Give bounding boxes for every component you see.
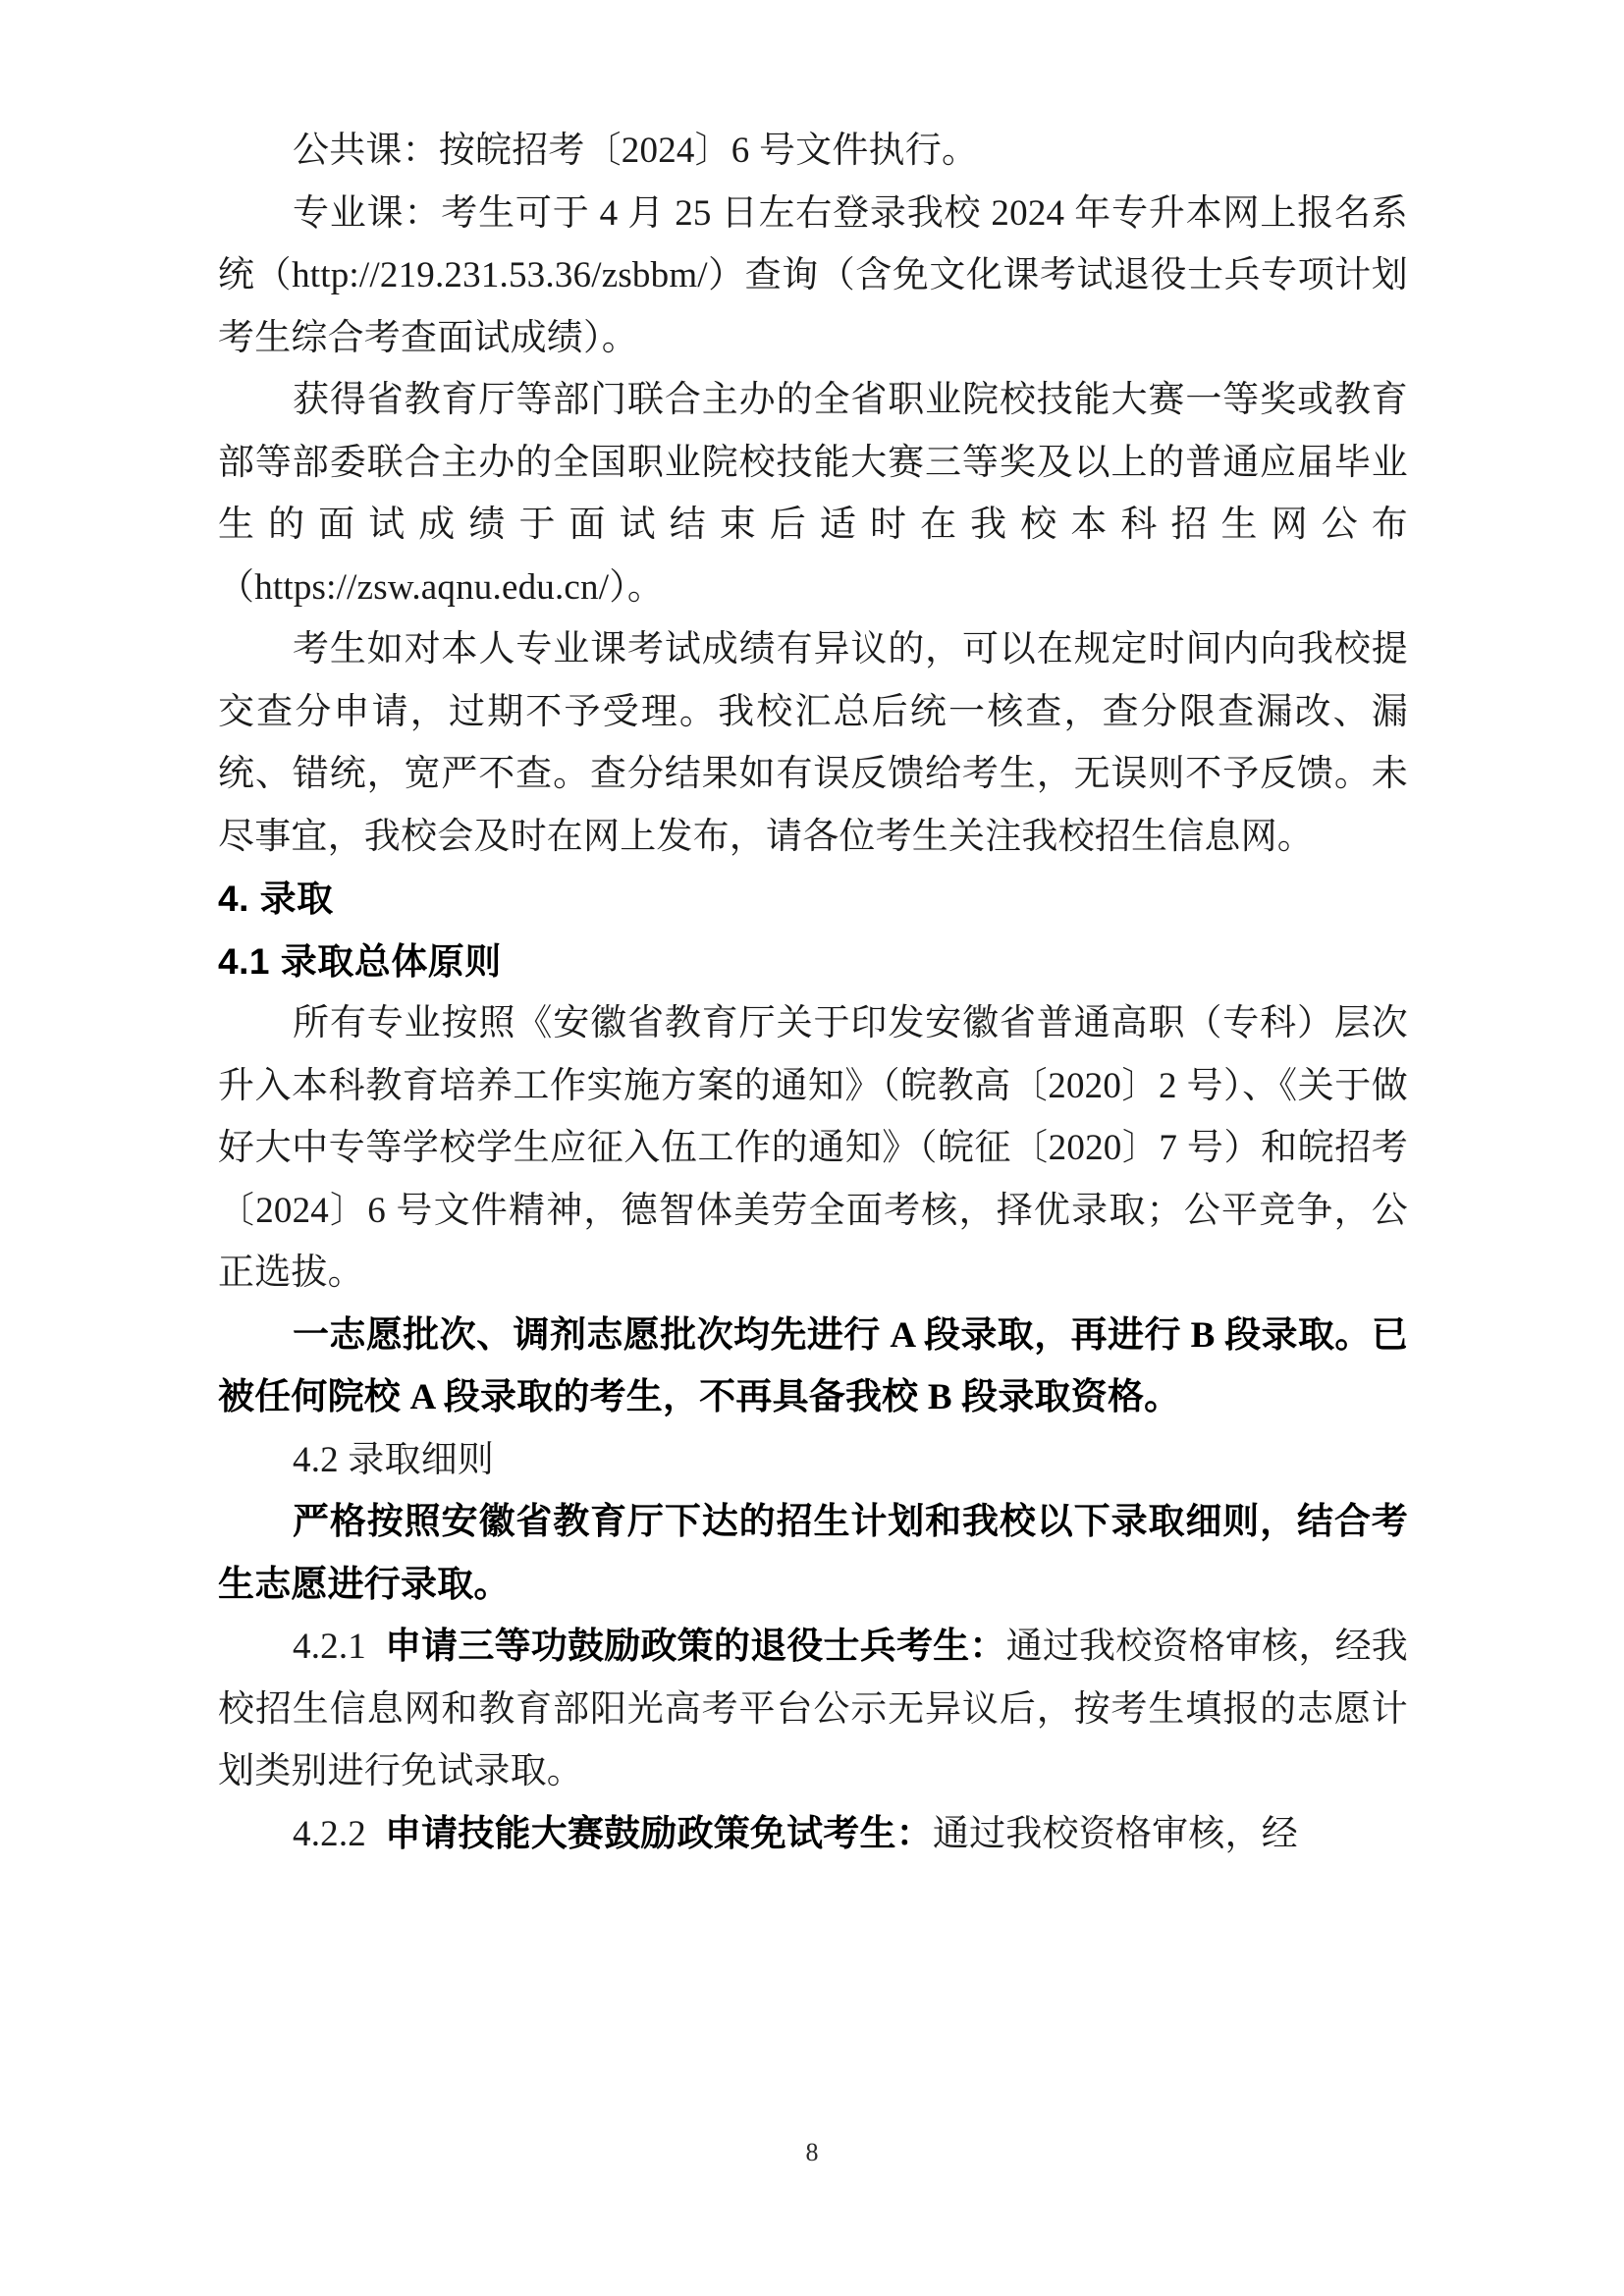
paragraph-4-1-body: 所有专业按照《安徽省教育厅关于印发安徽省普通高职（专科）层次升入本科教育培养工作实施方案的通知》（皖教高〔2020〕2 号）、《关于做好大中专等学校学生应征入伍工作的通知》（皖征〔2020〕7 号）和皖招考〔2024〕6 号文件精神，德智体美劳全面考核，择优录取；公平竞争，公正选拔。 (218, 1003, 1408, 1293)
paragraph-score-appeal: 考生如对本人专业课考试成绩有异议的，可以在规定时间内向我校提交查分申请，过期不予受理。我校汇总后统一核查，查分限查漏改、漏统、错统，宽严不查。查分结果如有误反馈给考生，无误则不予反馈。未尽事宜，我校会及时在网上发布，请各位考生关注我校招生信息网。 (218, 629, 1408, 857)
paragraph-4-2-emphasis: 严格按照安徽省教育厅下达的招生计划和我校以下录取细则，结合考生志愿进行录取。 (218, 1502, 1408, 1605)
heading-section-4: 4. 录取 (218, 879, 334, 919)
heading-section-4-1: 4.1 录取总体原则 (218, 940, 502, 982)
clause-title-4-2-1: 申请三等功鼓励政策的退役士兵考生： (384, 1627, 1006, 1667)
clause-text-4-2-1: 通过我校资格审核，经我校招生信息网和教育部阳光高考平台公示无异议后，按考生填报的志愿计划类别进行免试录取。 (218, 1627, 1408, 1791)
paragraph-public-course: 公共课：按皖招考〔2024〕6 号文件执行。 (293, 131, 979, 171)
paragraph-4-1-emphasis: 一志愿批次、调剂志愿批次均先进行 A 段录取，再进行 B 段录取。已被任何院校 A 段录取的考生，不再具备我校 B 段录取资格。 (218, 1314, 1408, 1417)
paragraph-major-course: 专业课：考生可于 4 月 25 日左右登录我校 2024 年专升本网上报名系统（http://219.231.53.36/zsbbm/）查询（含免文化课考试退役士兵专项计划考生综合考查面试成绩）。 (218, 192, 1408, 358)
paragraph-4-2-2 (218, 1803, 1408, 1866)
clause-title-4-2-2: 申请技能大赛鼓励政策免试考生： (384, 1813, 933, 1854)
paragraph-4-2-1 (218, 1616, 1408, 1803)
paragraph-skill-competition: 获得省教育厅等部门联合主办的全省职业院校技能大赛一等奖或教育部等部委联合主办的全国职业院校技能大赛三等奖及以上的普通应届毕业生的面试成绩于面试结束后适时在我校本科招生网公布（https://zsw.aqnu.edu.cn/）。 (218, 380, 1408, 608)
document-body (218, 120, 1408, 1865)
clause-text-4-2-2: 通过我校资格审核，经 (932, 1813, 1298, 1854)
heading-section-4-2: 4.2 录取细则 (293, 1439, 495, 1480)
page-number: 8 (805, 2138, 819, 2166)
clause-number-4-2-1: 4.2.1 (293, 1627, 366, 1667)
clause-number-4-2-2: 4.2.2 (293, 1813, 366, 1854)
